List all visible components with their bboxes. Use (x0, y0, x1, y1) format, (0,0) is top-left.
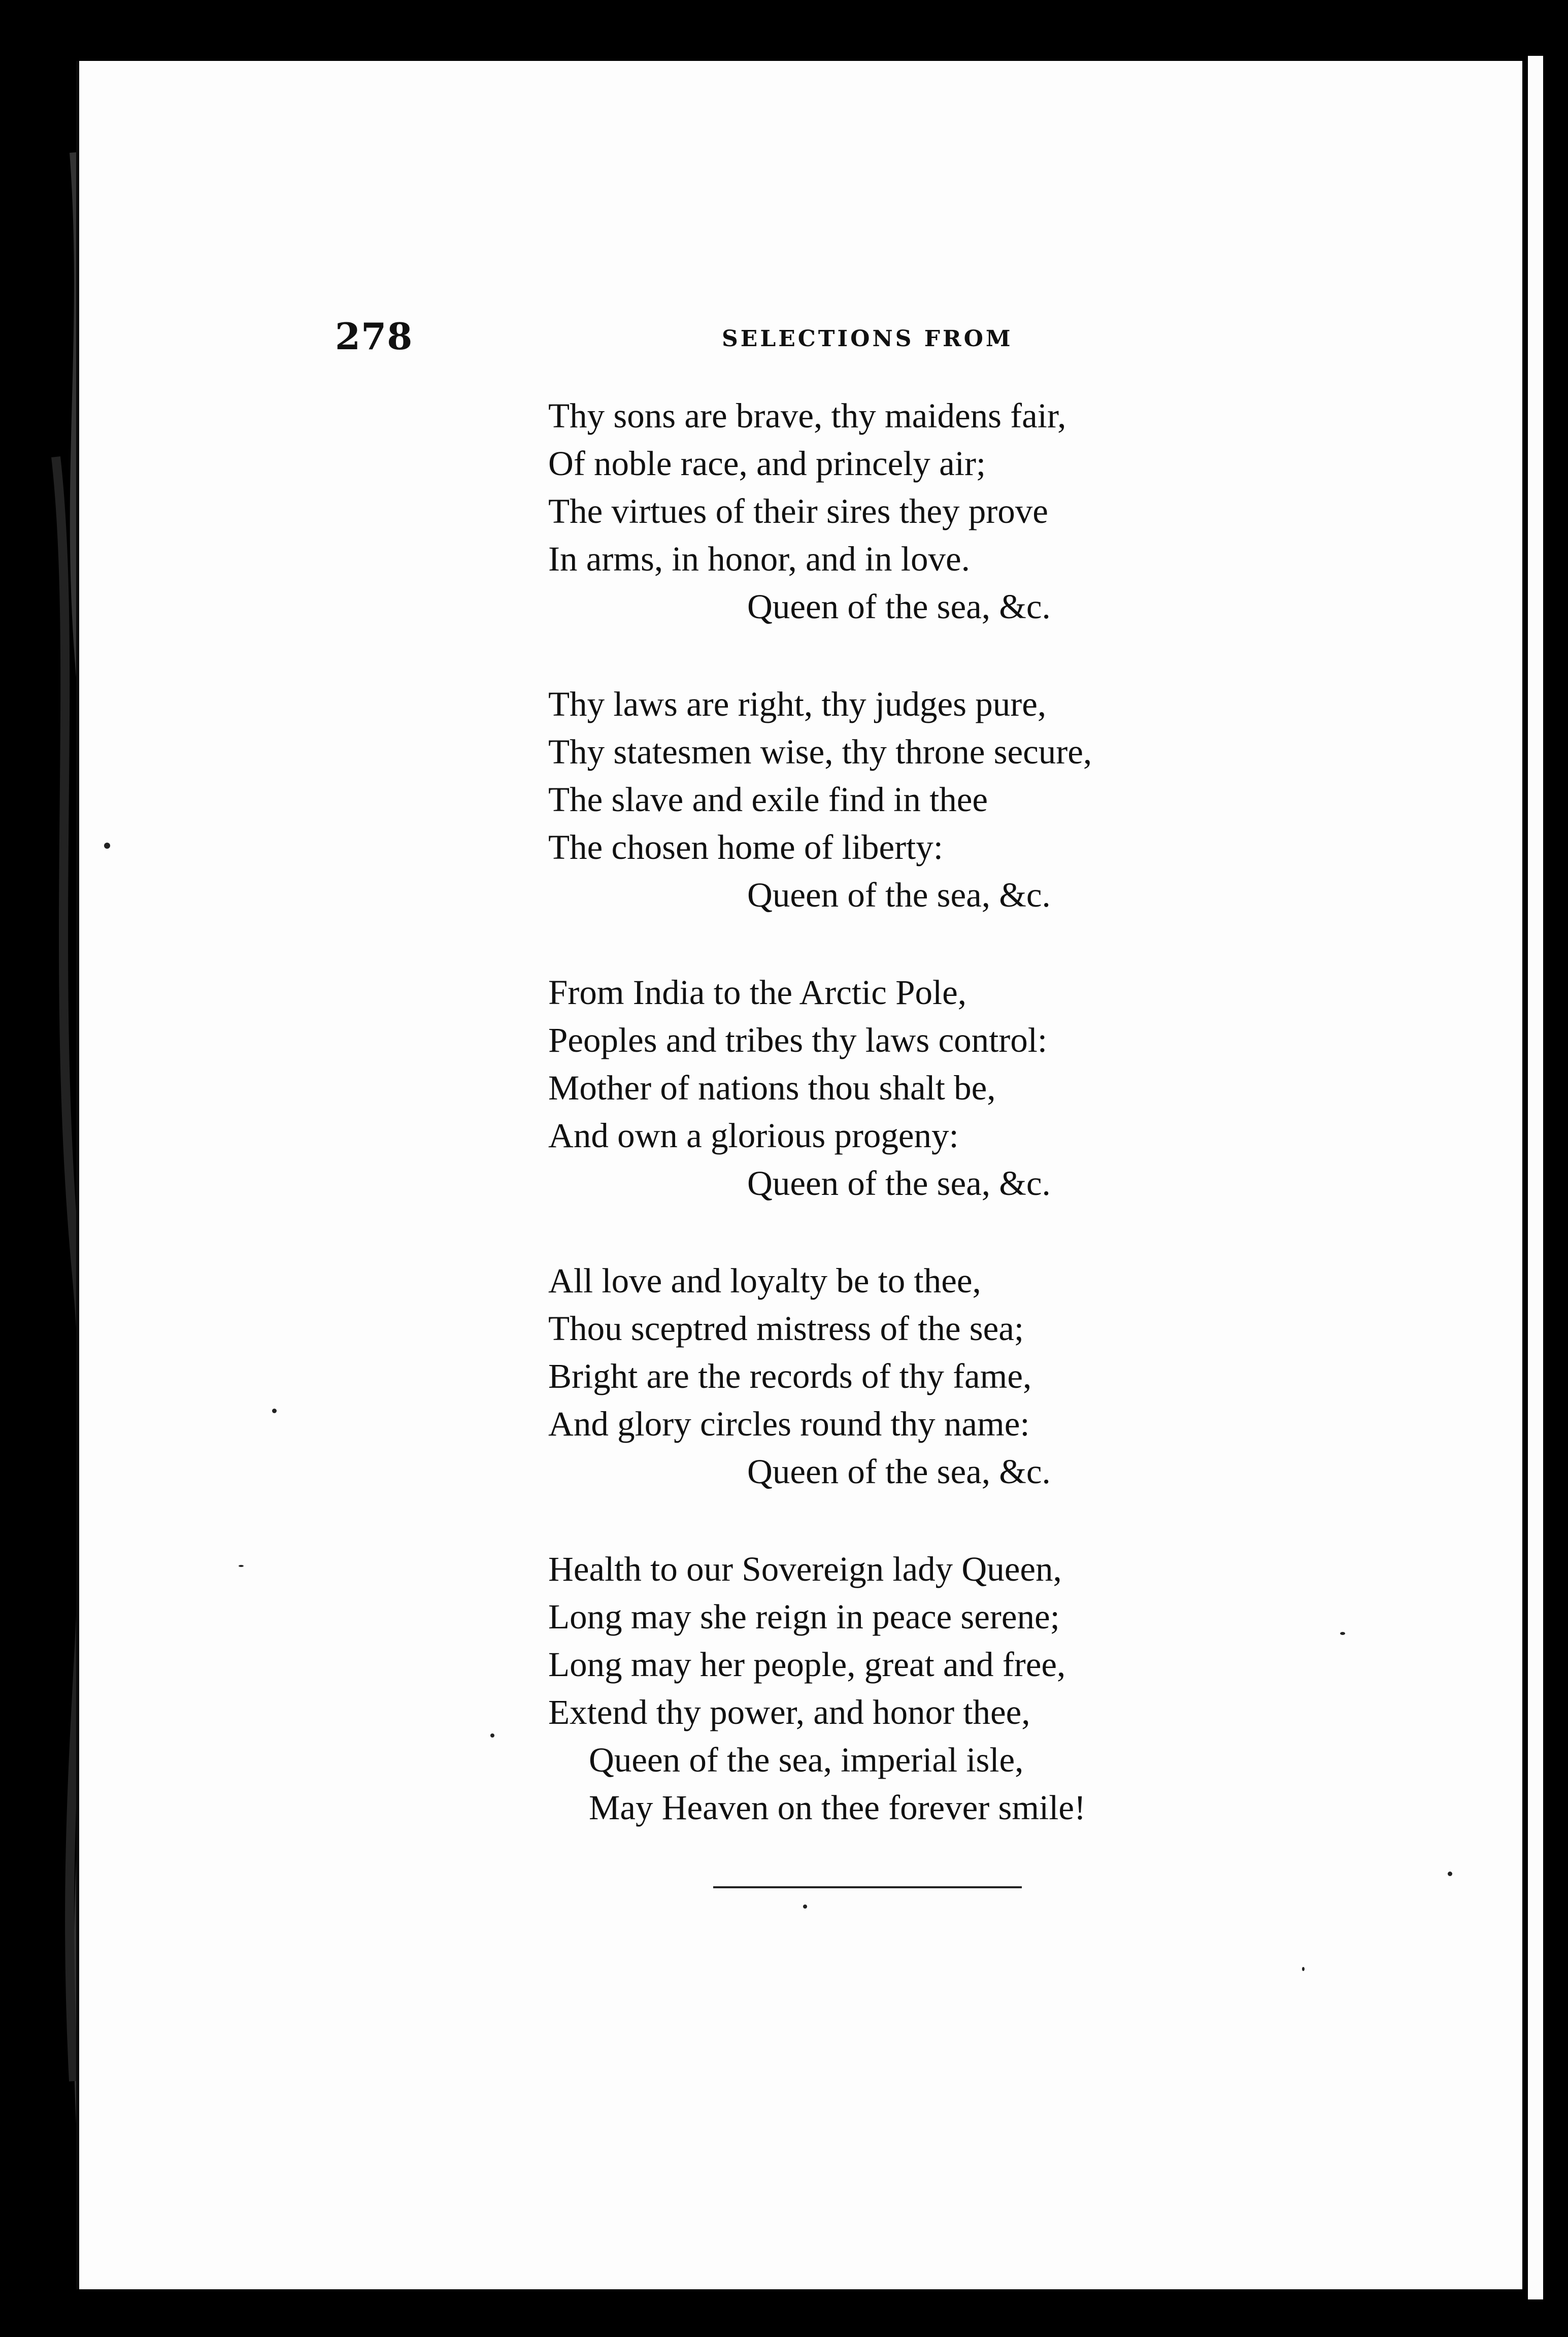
scan-speck (803, 1905, 807, 1909)
poem-line: All love and loyalty be to thee, (548, 1261, 981, 1300)
poem-line: Of noble race, and princely air; (548, 444, 986, 483)
refrain-line: Queen of the sea, &c. (747, 876, 1051, 914)
poem-line: Thy statesmen wise, thy throne secure, (548, 732, 1092, 771)
poem-line: Long may she reign in peace serene; (548, 1597, 1060, 1636)
stanza-4 (548, 1257, 1269, 1495)
poem-body (548, 392, 1269, 1881)
running-title: SELECTIONS FROM (722, 326, 1013, 352)
refrain-line: Queen of the sea, &c. (747, 1164, 1051, 1203)
poem-line: And own a glorious progeny: (548, 1116, 959, 1155)
poem-line: Bright are the records of thy fame, (548, 1357, 1032, 1395)
stanza-5 (548, 1545, 1269, 1831)
poem-line: And glory circles round thy name: (548, 1405, 1030, 1443)
poem-line: From India to the Arctic Pole, (548, 973, 967, 1012)
adjacent-page-strip (1528, 56, 1543, 2299)
poem-line: The slave and exile find in thee (548, 780, 988, 819)
scan-speck (490, 1733, 494, 1738)
poem-line: Thy sons are brave, thy maidens fair, (548, 396, 1066, 435)
page-number: 278 (335, 315, 413, 358)
poem-line: Peoples and tribes thy laws control: (548, 1021, 1048, 1059)
poem-line: The chosen home of liberty: (548, 828, 943, 866)
refrain-line: Queen of the sea, &c. (747, 1452, 1051, 1491)
end-rule (713, 1886, 1022, 1888)
scan-speck (104, 843, 110, 849)
poem-line: Long may her people, great and free, (548, 1645, 1066, 1684)
refrain-line: Queen of the sea, &c. (747, 587, 1051, 626)
scan-speck (1302, 1967, 1305, 1971)
poem-line: Health to our Sovereign lady Queen, (548, 1550, 1062, 1588)
poem-line: Thy laws are right, thy judges pure, (548, 685, 1047, 723)
closing-line: Queen of the sea, imperial isle, (589, 1741, 1024, 1779)
stanza-2 (548, 680, 1269, 919)
running-header (335, 315, 1096, 365)
scan-speck (239, 1565, 244, 1567)
poem-line: Thou sceptred mistress of the sea; (548, 1309, 1024, 1348)
closing-line: May Heaven on thee forever smile! (589, 1788, 1086, 1827)
scan-speck (1340, 1632, 1345, 1635)
stanza-1 (548, 392, 1269, 630)
stanza-3 (548, 969, 1269, 1207)
poem-line: The virtues of their sires they prove (548, 492, 1048, 530)
poem-line: In arms, in honor, and in love. (548, 540, 970, 578)
poem-line: Extend thy power, and honor thee, (548, 1693, 1030, 1731)
scan-speck (1448, 1872, 1452, 1876)
poem-line: Mother of nations thou shalt be, (548, 1069, 996, 1107)
scan-speck (272, 1409, 277, 1413)
